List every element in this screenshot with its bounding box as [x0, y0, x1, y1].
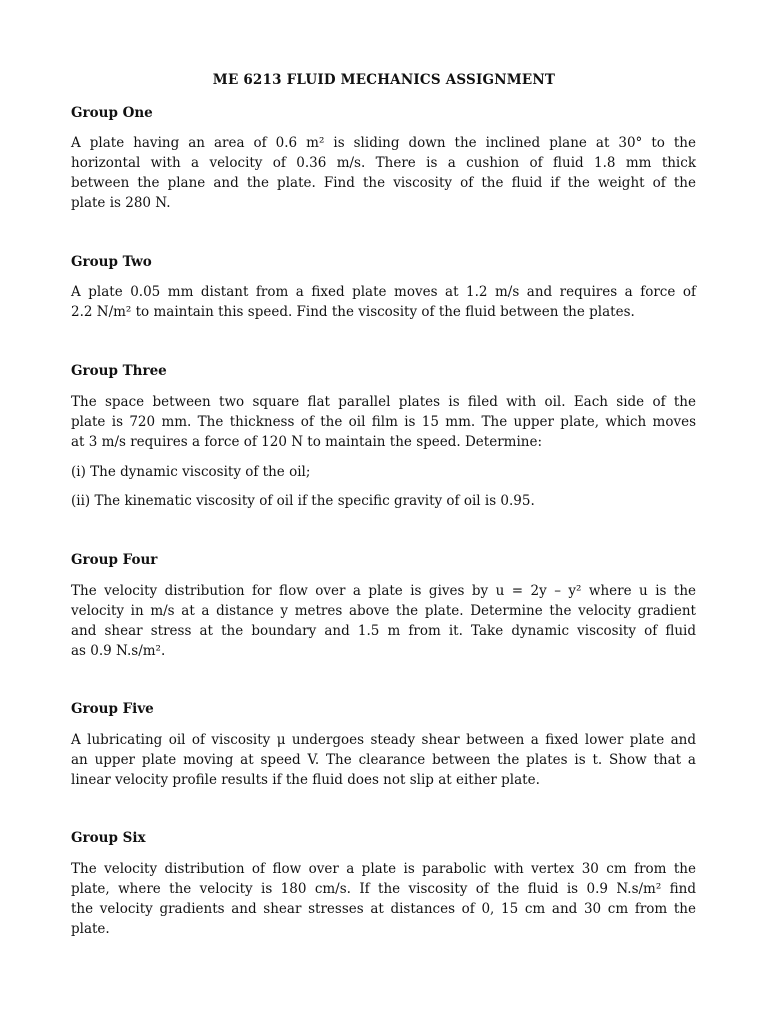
question-line: plate is 720 mm. The thickness of the oil film is 15 mm. The upper plate, which moves [71, 414, 696, 430]
group-three-heading: Group Three [71, 363, 167, 379]
question-line: plate is 280 N. [71, 195, 171, 211]
question-line: the velocity gradients and shear stresses at distances of 0, 15 cm and 30 cm from the [71, 901, 696, 917]
document-title: ME 6213 FLUID MECHANICS ASSIGNMENT [212, 72, 556, 88]
group-three-part-ii [71, 491, 696, 511]
question-line: horizontal with a velocity of 0.36 m/s. There is a cushion of fluid 1.8 mm thick [71, 155, 696, 171]
group-two-heading: Group Two [71, 254, 152, 270]
question-line: an upper plate moving at speed V. The clearance between the plates is t. Show that a [71, 752, 696, 768]
question-line: plate, where the velocity is 180 cm/s. If the viscosity of the fluid is 0.9 N.s/m² find [71, 881, 696, 897]
question-line: A plate 0.05 mm distant from a fixed plate moves at 1.2 m/s and requires a force of [71, 284, 696, 300]
group-three-part-i [71, 462, 696, 482]
question-line: A plate having an area of 0.6 m² is sliding down the inclined plane at 30° to the [71, 135, 696, 151]
question-line: (i) The dynamic viscosity of the oil; [71, 464, 311, 480]
question-line: 2.2 N/m² to maintain this speed. Find the viscosity of the fluid between the plates. [71, 304, 635, 320]
question-line: at 3 m/s requires a force of 120 N to maintain the speed. Determine: [71, 434, 542, 450]
group-two-question [71, 282, 696, 322]
group-five-heading: Group Five [71, 701, 154, 717]
group-one-heading: Group One [71, 105, 153, 121]
group-four-question [71, 581, 696, 661]
group-five-question [71, 730, 696, 790]
group-six-question [71, 859, 696, 939]
question-line: The velocity distribution for flow over a plate is gives by u = 2y – y² where u is the [71, 583, 696, 599]
question-line: and shear stress at the boundary and 1.5 m from it. Take dynamic viscosity of fluid [71, 623, 696, 639]
group-three-question [71, 392, 696, 452]
question-line: The velocity distribution of flow over a plate is parabolic with vertex 30 cm from the [71, 861, 696, 877]
question-line: plate. [71, 921, 110, 937]
question-line: linear velocity profile results if the fluid does not slip at either plate. [71, 772, 540, 788]
question-line: A lubricating oil of viscosity μ undergoes steady shear between a fixed lower plate and [71, 732, 696, 748]
question-line: between the plane and the plate. Find the viscosity of the fluid if the weight of the [71, 175, 696, 191]
group-one-question [71, 133, 696, 213]
question-line: The space between two square flat parallel plates is filed with oil. Each side of the [71, 394, 696, 410]
question-line: as 0.9 N.s/m². [71, 643, 166, 659]
question-line: velocity in m/s at a distance y metres above the plate. Determine the velocity gradient [71, 603, 696, 619]
group-four-heading: Group Four [71, 552, 158, 568]
question-line: (ii) The kinematic viscosity of oil if the specific gravity of oil is 0.95. [71, 493, 535, 509]
group-six-heading: Group Six [71, 830, 146, 846]
